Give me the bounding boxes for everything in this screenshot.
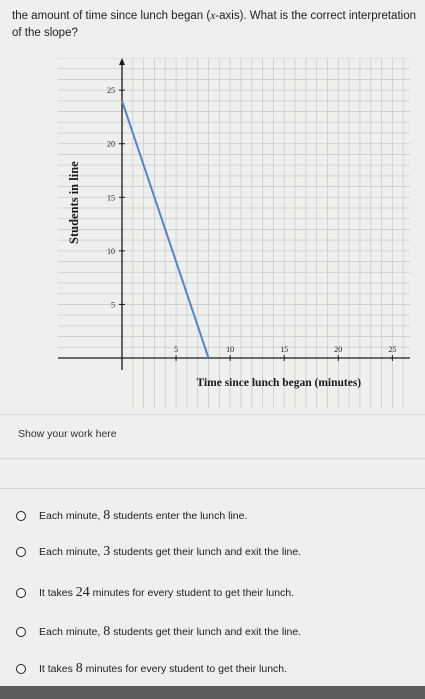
- x-tick-label: 5: [174, 345, 179, 354]
- work-area-label: Show your work here: [18, 428, 117, 440]
- graph-svg: [58, 58, 410, 410]
- question-text: [12, 8, 417, 42]
- choice-4-prefix: Each minute,: [39, 626, 104, 638]
- y-axis-title: Students in line: [67, 161, 81, 244]
- choice-5-number: 8: [75, 661, 83, 676]
- x-tick-label: 15: [280, 345, 289, 354]
- y-tick-label: 15: [107, 193, 115, 203]
- answer-choice-5[interactable]: [16, 658, 287, 680]
- question-text-post: -axis). What is the correct interpretation of the slope?: [12, 10, 416, 39]
- answer-choice-2-text: [39, 544, 301, 560]
- answer-choice-3-text: [39, 585, 294, 601]
- x-tick-label: 10: [226, 345, 235, 354]
- y-tick-label: 5: [111, 300, 115, 310]
- divider-bottom: [0, 488, 425, 489]
- choice-4-number: 8: [103, 624, 111, 639]
- answer-choice-1-text: [39, 508, 247, 524]
- choice-3-number: 24: [75, 585, 90, 600]
- radio-button-3[interactable]: [16, 588, 26, 598]
- y-tick-label: 20: [107, 139, 115, 149]
- choice-5-suffix: minutes for every student to get their lunch.: [82, 663, 288, 675]
- slope-graph: [58, 58, 410, 410]
- grid-lines: [58, 58, 410, 408]
- x-axis-title: Time since lunch began (minutes): [196, 377, 362, 389]
- answer-choice-2[interactable]: [16, 541, 301, 563]
- x-tick-label: 20: [334, 345, 343, 354]
- choice-2-prefix: Each minute,: [39, 546, 104, 558]
- choice-2-suffix: students get their lunch and exit the line.: [110, 546, 302, 558]
- choice-3-suffix: minutes for every student to get their lunch.: [89, 587, 295, 599]
- choice-5-prefix: It takes: [39, 663, 76, 675]
- answer-choice-4-text: [39, 624, 301, 640]
- choice-1-number: 8: [103, 508, 111, 523]
- work-area-line: [0, 458, 425, 459]
- radio-button-2[interactable]: [16, 547, 26, 557]
- y-tick-label: 25: [107, 86, 115, 96]
- choice-1-prefix: Each minute,: [39, 510, 104, 522]
- choice-2-number: 3: [103, 544, 111, 559]
- choice-4-suffix: students get their lunch and exit the line.: [110, 626, 302, 638]
- answer-choice-4[interactable]: [16, 621, 301, 643]
- answer-choice-1[interactable]: [16, 505, 247, 527]
- radio-button-5[interactable]: [16, 664, 26, 674]
- radio-button-1[interactable]: [16, 511, 26, 521]
- question-text-pre: the amount of time since lunch began (: [12, 10, 211, 22]
- answer-choice-5-text: [39, 661, 287, 677]
- choice-1-suffix: students enter the lunch line.: [110, 510, 248, 522]
- bottom-bar: [0, 686, 425, 699]
- answer-choice-3[interactable]: [16, 582, 294, 604]
- radio-button-4[interactable]: [16, 627, 26, 637]
- question-variable: x: [210, 10, 216, 22]
- divider-top: [0, 414, 425, 415]
- y-axis-arrow: [119, 58, 125, 65]
- x-tick-label: 25: [388, 345, 397, 354]
- choice-3-prefix: It takes: [39, 587, 76, 599]
- y-tick-label: 10: [107, 246, 115, 256]
